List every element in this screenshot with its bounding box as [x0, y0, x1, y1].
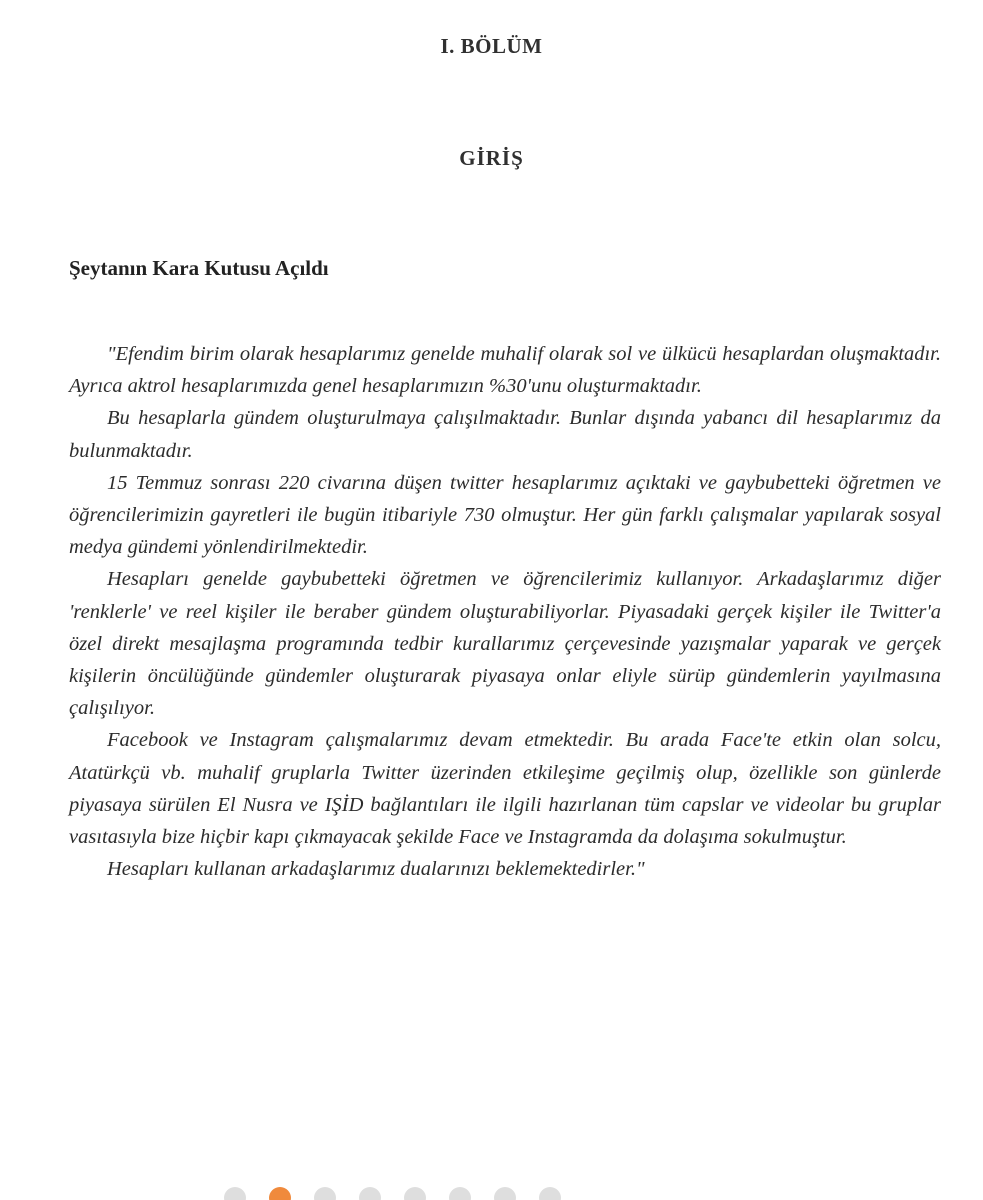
chapter-heading: GİRİŞ — [459, 146, 524, 170]
page-dot-4[interactable] — [359, 1187, 381, 1200]
page-dot-8[interactable] — [539, 1187, 561, 1200]
paragraph: Hesapları genelde gaybubetteki öğretmen ve öğrencilerimiz kullanıyor. Arkadaşlarımız diğer 'renklerle' ve reel kişiler ile beraber gündem oluşturabiliyorlar. Piyasadaki gerçek kişiler ile Twitter'a özel direkt mesajlaşma programında tedbir kurallarımız çerçevesinde yazışmalar yaparak ve gerçek kişilerin öncülüğünde gündemler oluşturarak piyasaya onlar eliyle sürüp gündemlerin yayılmasına çalışılıyor. — [69, 568, 941, 720]
part-heading: I. BÖLÜM — [440, 34, 543, 58]
paragraph: "Efendim birim olarak hesaplarımız genelde muhalif olarak sol ve ülkücü hesaplardan oluşmaktadır. Ayrıca aktrol hesaplarımızda genel hesaplarımızın %30'unu oluşturmaktadır. — [69, 343, 941, 398]
paragraph: Hesapları kullanan arkadaşlarımız dualarınızı beklemektedirler." — [107, 858, 645, 881]
page-dot-5[interactable] — [404, 1187, 426, 1200]
page-dot-1[interactable] — [224, 1187, 246, 1200]
page-dot-6[interactable] — [449, 1187, 471, 1200]
page-dot-3[interactable] — [314, 1187, 336, 1200]
paragraph: Facebook ve Instagram çalışmalarımız devam etmektedir. Bu arada Face'te etkin olan solcu, Atatürkçü vb. muhalif gruplarla Twitter üzerinden etkileşime geçilmiş olup, özellikle son günlerde piyasaya sürülen El Nusra ve IŞİD bağlantıları ile ilgili hazırlanan tüm capslar ve videolar bu gruplar vasıtasıyla bize hiçbir kapı çıkmayacak şekilde Face ve Instagramda da dolaşıma sokulmuştur. — [69, 729, 941, 849]
page-indicator — [224, 1187, 561, 1200]
page-dot-2[interactable] — [269, 1187, 291, 1200]
section-heading: Şeytanın Kara Kutusu Açıldı — [69, 256, 329, 280]
page-dot-7[interactable] — [494, 1187, 516, 1200]
body-text — [69, 338, 941, 885]
paragraph: Bu hesaplarla gündem oluşturulmaya çalışılmaktadır. Bunlar dışında yabancı dil hesaplarımız da bulunmaktadır. — [69, 407, 941, 462]
paragraph: 15 Temmuz sonrası 220 civarına düşen twitter hesaplarımız açıktaki ve gaybubetteki öğretmen ve öğrencilerimizin gayretleri ile bugün itibariyle 730 olmuştur. Her gün farklı çalışmalar yapılarak sosyal medya gündemi yönlendirilmektedir. — [69, 471, 941, 559]
